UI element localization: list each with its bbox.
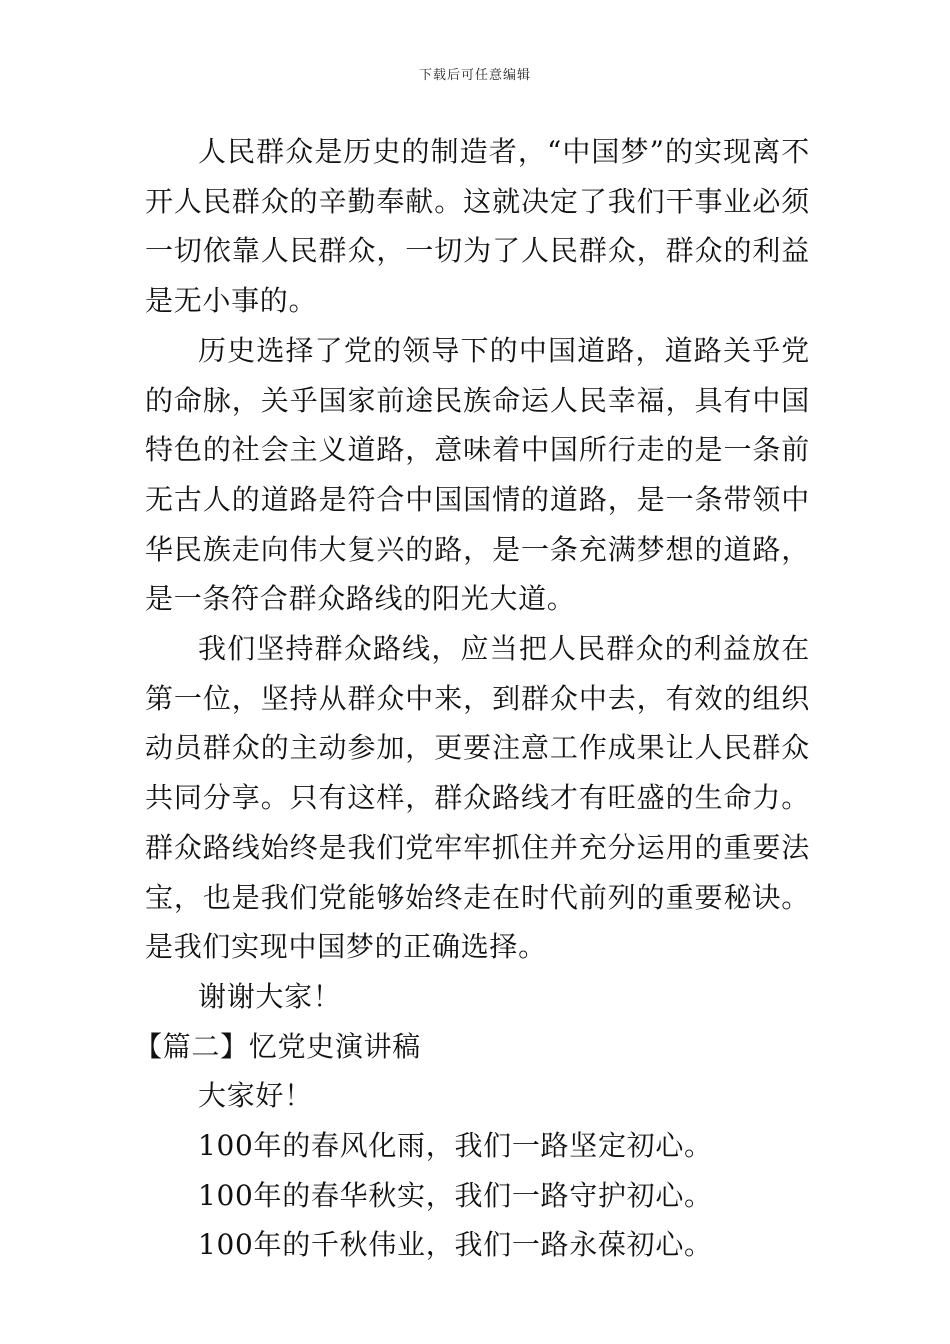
body-paragraph-3: 我们坚持群众路线，应当把人民群众的利益放在第一位，坚持从群众中来，到群众中去，有效的组织动员群众的主动参加，更要注意工作成果让人民群众共同分享。只有这样，群众路线才有旺盛的生命力。群众路线始终是我们党牢牢抓住并充分运用的重要法宝，也是我们党能够始终走在时代前列的重要秘诀。是我们实现中国梦的正确选择。 [145, 632, 810, 964]
section-line-3: 100年的千秋伟业，我们一路永葆初心。 [198, 1228, 713, 1262]
document-body [134, 127, 810, 1270]
section-line-2: 100年的春华秋实，我们一路守护初心。 [198, 1178, 713, 1212]
section-line-1: 100年的春风化雨，我们一路坚定初心。 [198, 1129, 713, 1163]
closing-thanks: 谢谢大家！ [198, 979, 342, 1013]
body-paragraph-1: 人民群众是历史的制造者，“中国梦”的实现离不开人民群众的辛勤奉献。这就决定了我们干事业必须一切依靠人民群众，一切为了人民群众，群众的利益是无小事的。 [145, 135, 810, 318]
body-paragraph-2: 历史选择了党的领导下的中国道路，道路关乎党的命脉，关乎国家前途民族命运人民幸福，具有中国特色的社会主义道路，意味着中国所行走的是一条前无古人的道路是符合中国国情的道路，是一条带领中华民族走向伟大复兴的路，是一条充满梦想的道路，是一条符合群众路线的阳光大道。 [145, 333, 810, 616]
section-heading: 【篇二】忆党史演讲稿 [134, 1029, 422, 1063]
greeting: 大家好！ [198, 1079, 313, 1113]
page-header: 下载后可任意编辑 [418, 68, 531, 83]
